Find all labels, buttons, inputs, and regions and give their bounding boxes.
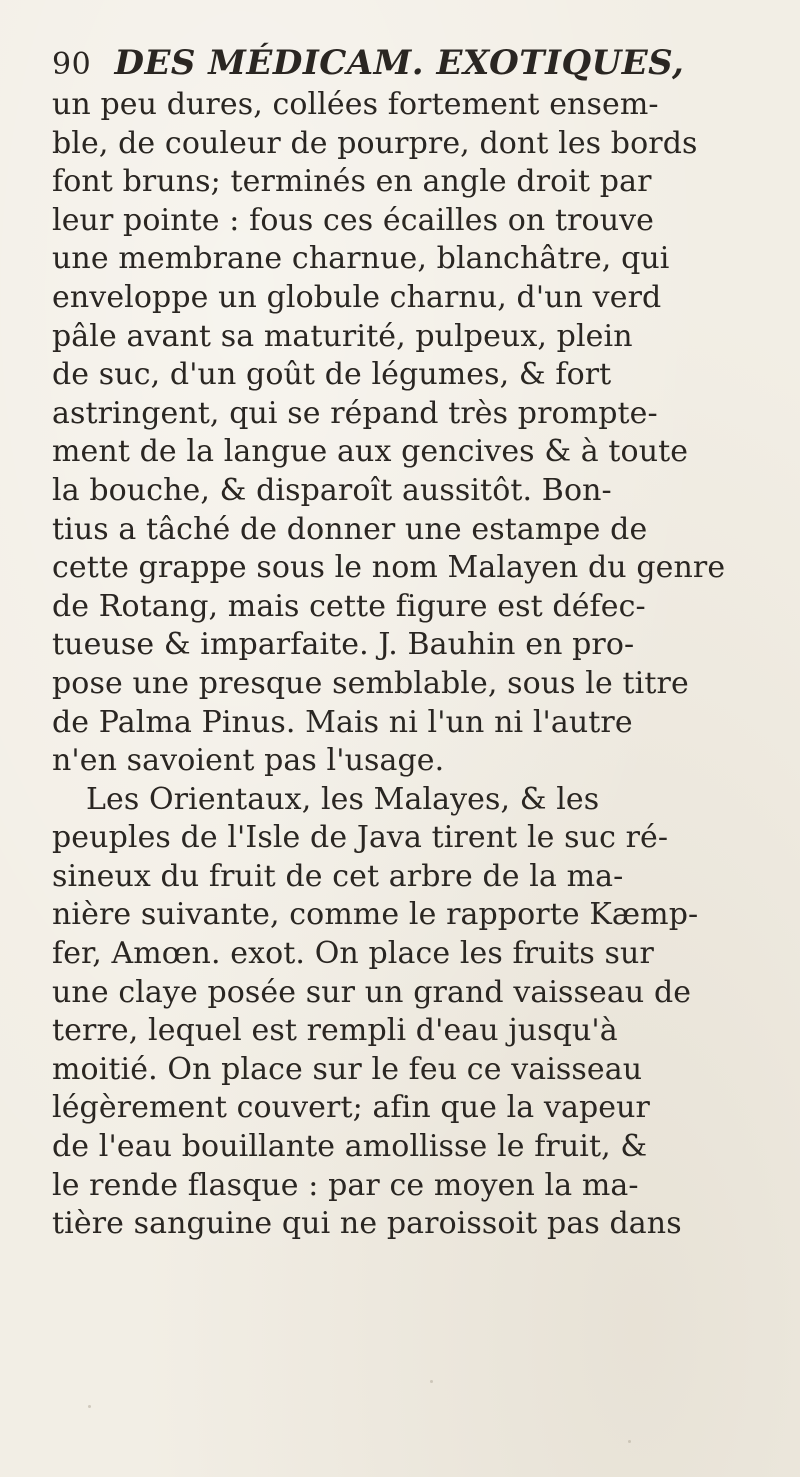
text-line: tius a tâché de donner une estampe de <box>52 511 648 547</box>
text-line: fer, Amœn. exot. On place les fruits sur <box>52 936 654 972</box>
text-line: leur pointe : fous ces écailles on trouve <box>52 202 655 238</box>
paper-speck <box>88 1405 91 1408</box>
text-line: enveloppe un globule charnu, d'un verd <box>52 279 662 315</box>
text-line: de Rotang, mais cette figure est défec- <box>52 588 646 624</box>
text-line: un peu dures, collées fortement ensem- <box>52 87 659 122</box>
text-line: ble, de couleur de pourpre, dont les bords <box>52 125 698 161</box>
text-line: ment de la langue aux gencives & à toute <box>52 434 689 470</box>
text-line: la bouche, & disparoît aussitôt. Bon- <box>52 472 612 508</box>
body-text <box>52 86 792 1244</box>
paper-speck <box>430 1380 433 1383</box>
page-number: 90 <box>52 47 92 82</box>
text-line: pâle avant sa maturité, pulpeux, plein <box>52 318 633 354</box>
text-line: sineux du fruit de cet arbre de la ma- <box>52 858 624 894</box>
text-line: une claye posée sur un grand vaisseau de <box>52 974 692 1010</box>
text-line: cette grappe sous le nom Malayen du genre <box>52 550 726 586</box>
paragraph-start-line: Les Orientaux, les Malayes, & les <box>86 781 600 817</box>
text-line: de suc, d'un goût de légumes, & fort <box>52 357 612 393</box>
text-line: une membrane charnue, blanchâtre, qui <box>52 241 670 277</box>
text-line: de Palma Pinus. Mais ni l'un ni l'autre <box>52 704 633 740</box>
text-line: terre, lequel est rempli d'eau jusqu'à <box>52 1013 618 1049</box>
text-line: moitié. On place sur le feu ce vaisseau <box>52 1051 643 1087</box>
text-line: légèrement couvert; afin que la vapeur <box>52 1090 650 1126</box>
text-line: nière suivante, comme le rapporte Kæmp- <box>52 897 699 933</box>
page-header <box>52 40 792 86</box>
text-line: font bruns; terminés en angle droit par <box>52 164 652 200</box>
text-line: de l'eau bouillante amollisse le fruit, & <box>52 1129 648 1165</box>
running-title: DES MÉDICAM. EXOTIQUES, <box>114 43 685 83</box>
text-line: tueuse & imparfaite. J. Bauhin en pro- <box>52 627 635 663</box>
text-line: astringent, qui se répand très prompte- <box>52 395 658 431</box>
text-line: peuples de l'Isle de Java tirent le suc ré- <box>52 820 669 856</box>
text-line: tière sanguine qui ne paroissoit pas dans <box>52 1206 682 1242</box>
text-line: pose une presque semblable, sous le titre <box>52 665 689 701</box>
text-line: le rende flasque : par ce moyen la ma- <box>52 1167 639 1203</box>
paper-speck <box>628 1440 631 1443</box>
text-line: n'en savoient pas l'usage. <box>52 743 445 779</box>
